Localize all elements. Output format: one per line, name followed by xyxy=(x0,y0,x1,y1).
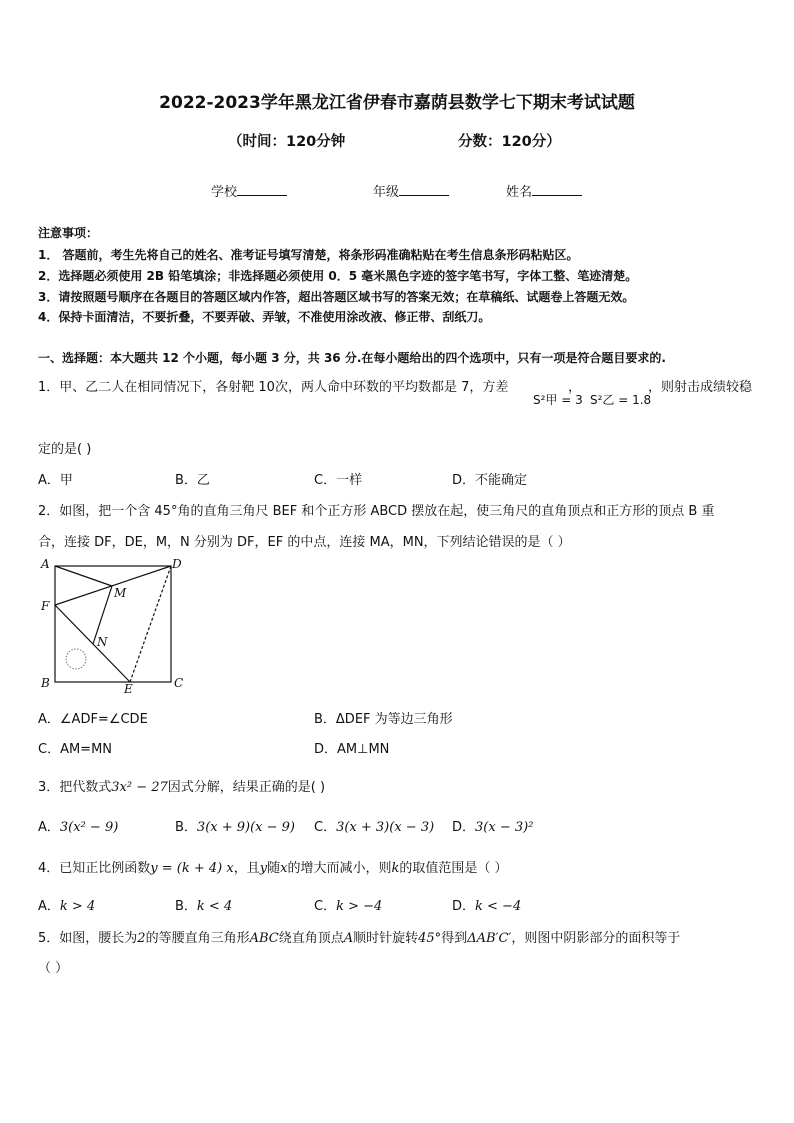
q4-option-a xyxy=(38,895,95,914)
grade-label: 年级 xyxy=(373,185,400,200)
q1-option-d: D．不能确定 xyxy=(452,473,528,488)
label-b: B xyxy=(41,676,50,690)
q5-text-f: ，则图中阴影部分的面积等于 xyxy=(511,931,681,946)
q2-option-d: D．AM⊥MN xyxy=(314,742,390,757)
notice-item: 2．选择题必须使用 2B 铅笔填涂；非选择题必须使用 0．5 毫米黑色字迹的签字笔书写，字体工整、笔迹清楚。 xyxy=(38,269,638,283)
q5-triangle-abc: ABC xyxy=(249,931,279,946)
q4-var-k: k xyxy=(391,861,400,876)
q4-text-c: 随 xyxy=(267,861,281,876)
q5-text-end: （ ） xyxy=(38,961,69,976)
q3-option-d-expr: 3(x − 3)² xyxy=(475,820,534,835)
q2-text-cont: 合，连接 DF，DE，M，N 分别为 DF，EF 的中点，连接 MA，MN，下列结论错误的是（ ） xyxy=(38,535,571,550)
q3-text-b: 因式分解，结果正确的是( ) xyxy=(167,780,326,795)
q4-option-c-label: C． xyxy=(314,899,337,914)
q4-var-x: x xyxy=(280,861,288,876)
label-e: E xyxy=(124,682,133,696)
notice-item: 1． 答题前，考生先将自己的姓名、准考证号填写清楚，将条形码准确粘贴在考生信息条形码粘贴区。 xyxy=(38,248,579,262)
q3-expression: 3x² − 27 xyxy=(111,780,168,795)
q3-option-d-label: D． xyxy=(452,820,476,835)
q3-option-c-expr: 3(x + 3)(x − 3) xyxy=(336,820,435,835)
label-d: D xyxy=(172,557,182,571)
q1-text-cont: ，则射击成绩较稳 xyxy=(648,380,753,395)
q1-option-b: B．乙 xyxy=(175,473,210,488)
notice-item: 3．请按照题号顺序在各题目的答题区域内作答，超出答题区域书写的答案无效；在草稿纸、试题卷上答题无效。 xyxy=(38,290,635,304)
q5-text-e: 得到 xyxy=(441,931,468,946)
q4-option-b xyxy=(175,895,232,914)
q4-text-a: 4．已知正比例函数 xyxy=(38,861,151,876)
q5-vertex-a: A xyxy=(343,931,354,946)
q5-angle: 45° xyxy=(418,931,442,946)
q3-option-a xyxy=(38,816,118,835)
q5-text xyxy=(38,927,680,946)
name-field xyxy=(506,181,582,200)
q4-option-c-expr: k > −4 xyxy=(336,899,383,914)
q4-option-d-expr: k < −4 xyxy=(475,899,522,914)
q4-option-c xyxy=(314,895,382,914)
q4-text-e: 的取值范围是（ ） xyxy=(399,861,508,876)
q3-option-a-expr: 3(x² − 9) xyxy=(59,820,119,835)
name-blank xyxy=(532,182,582,196)
q3-option-c xyxy=(314,816,434,835)
q3-option-b-expr: 3(x + 9)(x − 9) xyxy=(196,820,295,835)
q5-text-d: 顺时针旋转 xyxy=(353,931,419,946)
notice-heading: 注意事项： xyxy=(38,226,99,240)
q4-option-a-expr: k > 4 xyxy=(59,899,96,914)
q1-variance-jia: S²甲 = 3 xyxy=(533,393,583,407)
q1-option-a: A．甲 xyxy=(38,473,73,488)
q5-text-b: 的等腰直角三角形 xyxy=(145,931,250,946)
q5-leg-length: 2 xyxy=(137,931,146,946)
q3-option-b xyxy=(175,816,295,835)
notice-item: 4．保持卡面清洁，不要折叠，不要弄破、弄皱，不准使用涂改液、修正带、刮纸刀。 xyxy=(38,310,491,324)
q4-text xyxy=(38,857,507,876)
q4-option-b-expr: k < 4 xyxy=(196,899,233,914)
q1-option-c: C．一样 xyxy=(314,473,363,488)
q4-text-d: 的增大而减小，则 xyxy=(287,861,392,876)
q3-text-a: 3．把代数式 xyxy=(38,780,112,795)
school-blank xyxy=(237,182,287,196)
q2-figure xyxy=(36,556,196,696)
circle-mark xyxy=(66,649,86,669)
grade-field xyxy=(373,181,449,200)
page-title: 2022-2023学年黑龙江省伊春市嘉荫县数学七下期末考试试题 xyxy=(159,93,635,113)
q3-text xyxy=(38,776,325,795)
label-c: C xyxy=(174,676,184,690)
q5-text-a: 5．如图，腰长为 xyxy=(38,931,138,946)
q3-option-d xyxy=(452,816,533,835)
q4-option-d-label: D． xyxy=(452,899,476,914)
school-label: 学校 xyxy=(211,185,238,200)
q2-option-b: B．ΔDEF 为等边三角形 xyxy=(314,712,453,727)
exam-score: 分数：120分） xyxy=(458,134,561,150)
school-field xyxy=(211,181,287,200)
name-label: 姓名 xyxy=(506,185,533,200)
label-f: F xyxy=(41,599,50,613)
q2-option-a: A．∠ADF=∠CDE xyxy=(38,712,148,727)
q3-option-b-label: B． xyxy=(175,820,197,835)
label-m: M xyxy=(114,586,127,600)
q4-text-b: ，且 xyxy=(233,861,260,876)
segment-am xyxy=(55,566,112,586)
q1-text-end: 定的是( ) xyxy=(38,442,92,457)
q1-text: 1．甲、乙二人在相同情况下，各射靶 10次，两人命中环数的平均数都是 7，方差 xyxy=(38,380,509,395)
label-a: A xyxy=(41,557,50,571)
grade-blank xyxy=(399,182,449,196)
q4-var-y: y xyxy=(259,861,268,876)
q4-option-b-label: B． xyxy=(175,899,197,914)
q1-separator: ， xyxy=(568,380,582,395)
q3-option-c-label: C． xyxy=(314,820,337,835)
q1-variance-yi: S²乙 = 1.8 xyxy=(590,393,652,407)
label-n: N xyxy=(97,635,108,649)
segment-de xyxy=(130,566,171,682)
q3-option-a-label: A． xyxy=(38,820,60,835)
q5-rotated-triangle: ΔAB′C′ xyxy=(467,931,512,946)
q4-expression: y = (k + 4) x xyxy=(150,861,234,876)
exam-time: （时间：120分钟 xyxy=(228,134,346,150)
q5-text-c: 绕直角顶点 xyxy=(278,931,344,946)
q2-text: 2．如图，把一个含 45°角的直角三角尺 BEF 和个正方形 ABCD 摆放在起，使三角尺的直角顶点和正方形的顶点 B 重 xyxy=(38,504,715,519)
segment-fe xyxy=(55,605,130,682)
q4-option-d xyxy=(452,895,521,914)
q4-option-a-label: A． xyxy=(38,899,60,914)
q2-option-c: C．AM=MN xyxy=(38,742,113,757)
section-heading: 一、选择题：本大题共 12 个小题，每小题 3 分，共 36 分.在每小题给出的四个选项中，只有一项是符合题目要求的. xyxy=(38,351,666,365)
